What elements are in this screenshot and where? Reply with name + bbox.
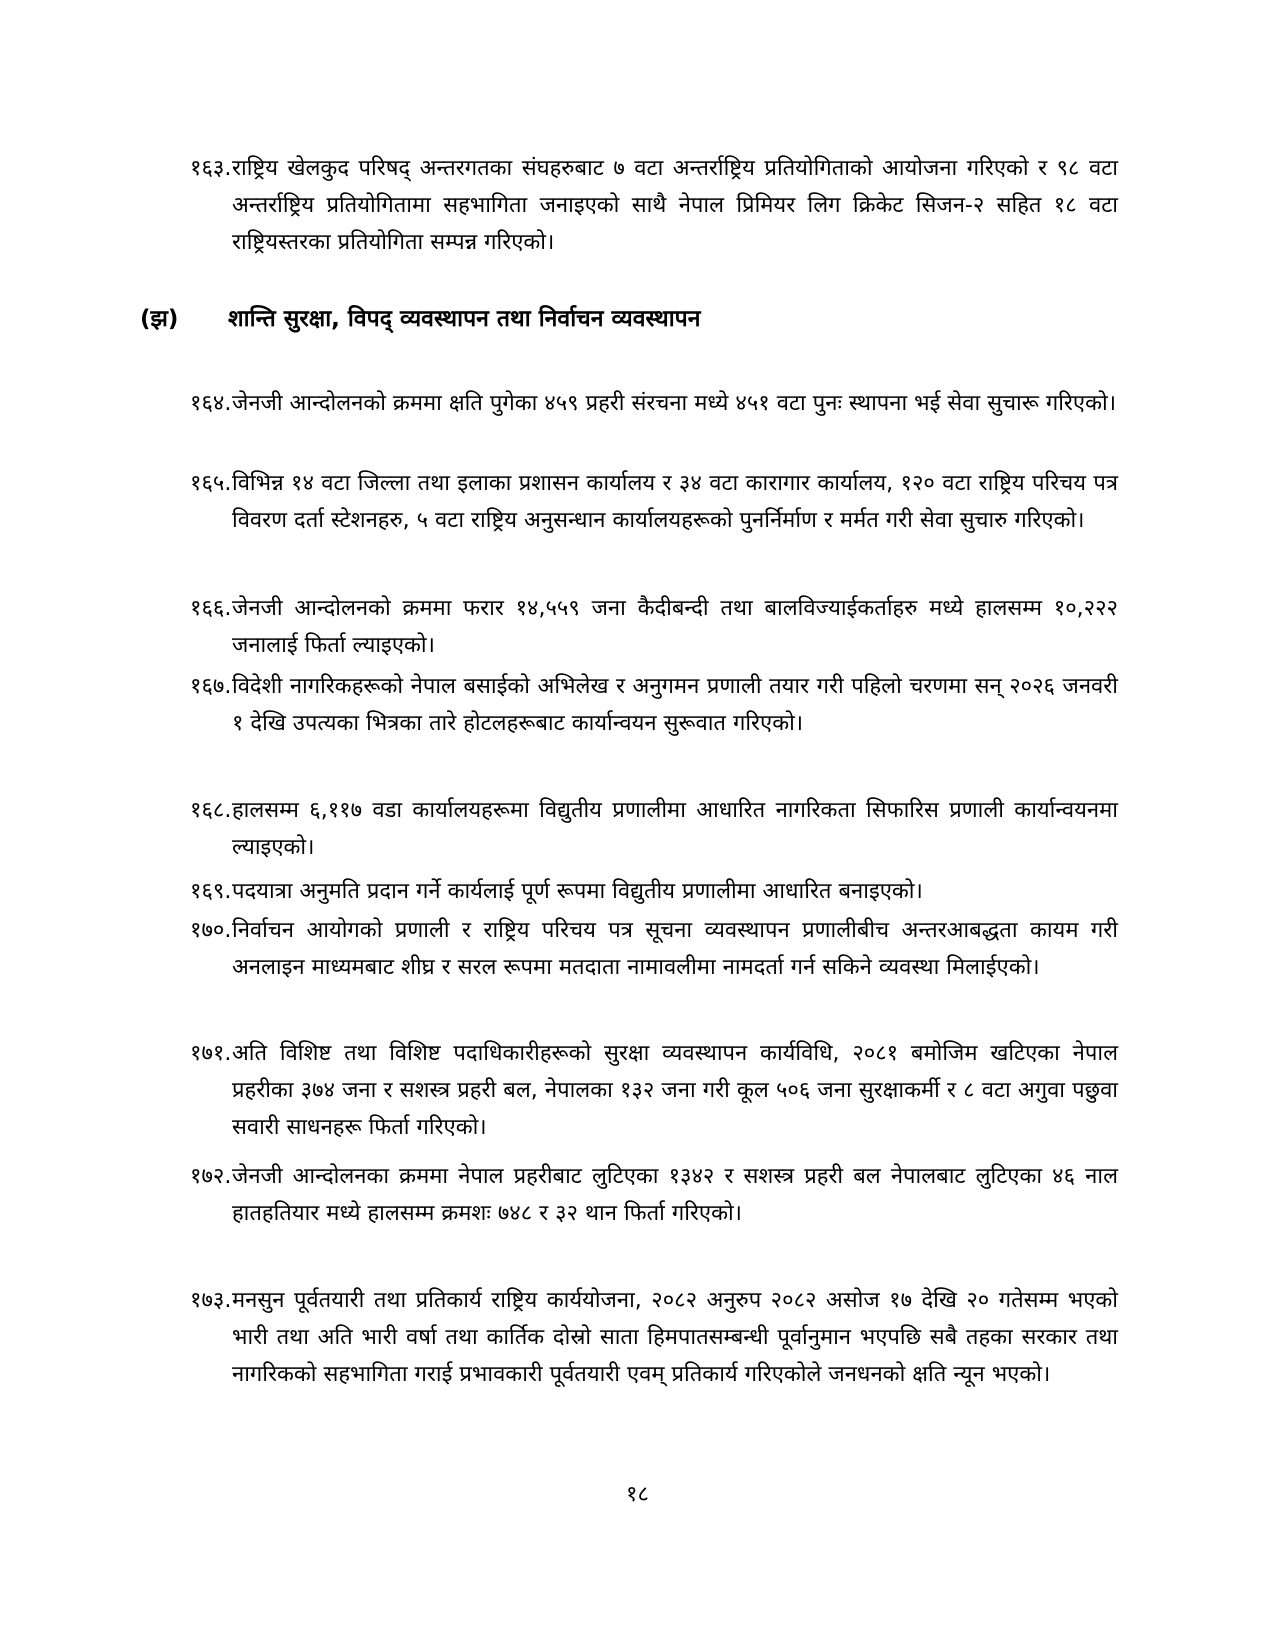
paragraph-text: विदेशी नागरिकहरूको नेपाल बसाईको अभिलेख र अनुगमन प्रणाली तयार गरी पहिलो चरणमा सन् २०२६ जनवरी १ देखि उपत्यका भित्रका तारे होटलहरूबाट कार्यान्वयन सुरूवात गरिएको। <box>232 674 1118 736</box>
paragraph-number: १६५. <box>190 471 232 496</box>
paragraph-number: १६६. <box>190 596 232 621</box>
paragraph-number: १६७. <box>190 674 232 699</box>
paragraph-number: १६३. <box>190 156 232 181</box>
paragraph-text: निर्वाचन आयोगको प्रणाली र राष्ट्रिय परिचय पत्र सूचना व्यवस्थापन प्रणालीबीच अन्तरआबद्धता कायम गरी अनलाइन माध्यमबाट शीघ्र र सरल रूपमा मतदाता नामावलीमा नामदर्ता गर्न सकिने व्यवस्था मिलाईएको। <box>232 918 1118 980</box>
paragraph-text: विभिन्न १४ वटा जिल्ला तथा इलाका प्रशासन कार्यालय र ३४ वटा कारागार कार्यालय, १२० वटा राष्ट्रिय परिचय पत्र विवरण दर्ता स्टेशनहरु, ५ वटा राष्ट्रिय अनुसन्धान कार्यालयहरूको पुनर्निर्माण र मर्मत गरी सेवा सुचारु गरिएको। <box>232 471 1118 533</box>
paragraph-text: राष्ट्रिय खेलकुद परिषद् अन्तरगतका संघहरुबाट ७ वटा अन्तर्राष्ट्रिय प्रतियोगिताको आयोजना गरिएको र ९८ वटा अन्तर्राष्ट्रिय प्रतियोगितामा सहभागिता जनाइएको साथै नेपाल प्रिमियर लिग क्रिकेट सिजन-२ सहित १८ वटा राष्ट्रियस्तरका प्रतियोगिता सम्पन्न गरिएको। <box>232 156 1118 255</box>
paragraph-number: १६८. <box>190 798 232 823</box>
paragraph-text: हालसम्म ६,११७ वडा कार्यालयहरूमा विद्युतीय प्रणालीमा आधारित नागरिकता सिफारिस प्रणाली कार्यान्वयनमा ल्याइएको। <box>232 798 1118 860</box>
paragraph-171 <box>190 1035 1118 1146</box>
paragraph-number: १६४. <box>190 391 232 416</box>
paragraph-165 <box>190 465 1118 539</box>
paragraph-167 <box>190 668 1118 742</box>
section-marker: (झ) <box>140 306 179 332</box>
paragraph-172 <box>190 1158 1118 1232</box>
paragraph-169 <box>190 873 1118 910</box>
paragraph-number: १७०. <box>190 918 232 943</box>
paragraph-number: १७२. <box>190 1164 232 1189</box>
paragraph-number: १७१. <box>190 1041 232 1066</box>
paragraph-number: १६९. <box>190 879 232 904</box>
paragraph-164 <box>190 385 1118 422</box>
page-number: १८ <box>626 1482 649 1507</box>
paragraph-text: जेनजी आन्दोलनको क्रममा फरार १४,५५९ जना कैदीबन्दी तथा बालविज्याईकर्ताहरु मध्ये हालसम्म १०,२२२ जनालाई फिर्ता ल्याइएको। <box>232 596 1118 658</box>
paragraph-168 <box>190 792 1118 866</box>
paragraph-number: १७३. <box>190 1288 232 1313</box>
paragraph-text: जेनजी आन्दोलनका क्रममा नेपाल प्रहरीबाट लुटिएका १३४२ र सशस्त्र प्रहरी बल नेपालबाट लुटिएका ४६ नाल हातहतियार मध्ये हालसम्म क्रमशः ७४८ र ३२ थान फिर्ता गरिएको। <box>232 1164 1118 1226</box>
paragraph-170 <box>190 912 1118 986</box>
section-heading <box>140 302 701 336</box>
paragraph-text: मनसुन पूर्वतयारी तथा प्रतिकार्य राष्ट्रिय कार्ययोजना, २०८२ अनुरुप २०८२ असोज १७ देखि २० गतेसम्म भएको भारी तथा अति भारी वर्षा तथा कार्तिक दोस्रो साता हिमपातसम्बन्धी पूर्वानुमान भएपछि सबै तहका सरकार तथा नागरिकको सहभागिता गराई प्रभावकारी पूर्वतयारी एवम् प्रतिकार्य गरिएकोले जनधनको क्षति न्यून भएको। <box>232 1288 1118 1387</box>
paragraph-163 <box>190 150 1118 261</box>
paragraph-text: अति विशिष्ट तथा विशिष्ट पदाधिकारीहरूको सुरक्षा व्यवस्थापन कार्यविधि, २०८१ बमोजिम खटिएका नेपाल प्रहरीका ३७४ जना र सशस्त्र प्रहरी बल, नेपालका १३२ जना गरी कूल ५०६ जना सुरक्षाकर्मी र ८ वटा अगुवा पछुवा सवारी साधनहरू फिर्ता गरिएको। <box>232 1041 1118 1140</box>
paragraph-173 <box>190 1282 1118 1393</box>
paragraph-text: जेनजी आन्दोलनको क्रममा क्षति पुगेका ४५९ प्रहरी संरचना मध्ये ४५१ वटा पुनः स्थापना भई सेवा सुचारू गरिएको। <box>232 391 1117 416</box>
paragraph-text: पदयात्रा अनुमति प्रदान गर्ने कार्यलाई पूर्ण रूपमा विद्युतीय प्रणालीमा आधारित बनाइएको। <box>232 879 923 904</box>
paragraph-166 <box>190 590 1118 664</box>
section-title: शान्ति सुरक्षा, विपद् व्यवस्थापन तथा निर्वाचन व्यवस्थापन <box>228 306 701 332</box>
